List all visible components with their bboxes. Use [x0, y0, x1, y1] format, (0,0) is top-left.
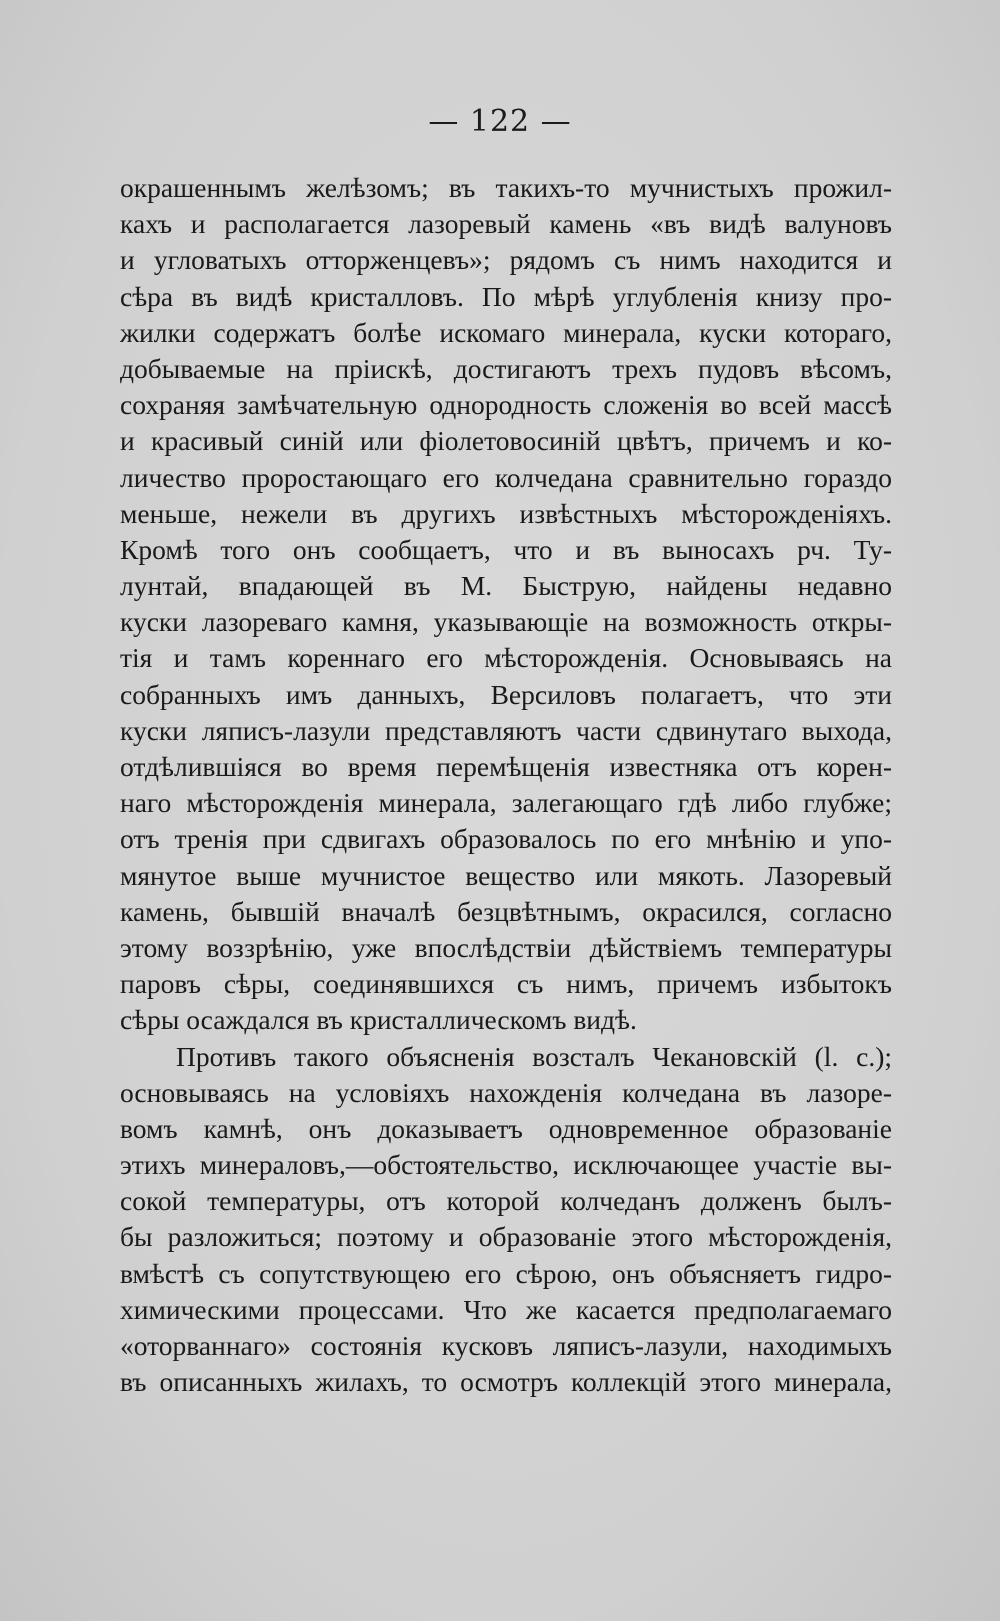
text-line: этому воззрѣнію, уже впослѣдствіи дѣйствіемъ температуры	[120, 931, 892, 963]
text-line: окрашеннымъ желѣзомъ; въ такихъ-то мучнистыхъ прожил-	[120, 172, 892, 203]
text-line: мянутое выше мучнистое вещество или мякоть. Лазоревый	[120, 859, 892, 891]
page-number: — 122 —	[428, 104, 572, 139]
text-line: «оторваннаго» состоянія кусковъ ляписъ-лазули, находимыхъ	[120, 1330, 892, 1361]
text-line: Противъ такого объясненія возсталъ Чекановскій (l. c.);	[176, 1040, 892, 1072]
text-line: химическими процессами. Что же касается предполагаемаго	[120, 1293, 892, 1325]
text-line: отъ тренія при сдвигахъ образовалось по его мнѣнію и упо-	[120, 823, 892, 855]
paragraph-1	[120, 170, 892, 1039]
text-line: камень, бывшій вначалѣ безцвѣтнымъ, окрасился, согласно	[120, 895, 892, 927]
text-line: сохраняя замѣчательную однородность сложенія во всей массѣ	[120, 389, 892, 421]
text-line: этихъ минераловъ,—обстоятельство, исключающее участіе вы-	[120, 1149, 892, 1181]
text-line: сѣры осаждался въ кристаллическомъ видѣ.	[120, 1004, 637, 1036]
text-line: Кромѣ того онъ сообщаетъ, что и въ выносахъ рч. Ту-	[120, 533, 892, 565]
text-line: и красивый синій или фіолетовосиній цвѣтъ, причемъ и ко-	[120, 425, 892, 457]
text-line: бы разложиться; поэтому и образованіе этого мѣсторожденія,	[120, 1221, 892, 1253]
text-line: куски лазореваго камня, указывающіе на возможность откры-	[120, 606, 892, 638]
text-line: наго мѣсторожденія минерала, залегающаго гдѣ либо глубже;	[120, 787, 892, 819]
text-line: сокой температуры, отъ которой колчеданъ долженъ былъ-	[120, 1185, 892, 1217]
text-line: меньше, нежели въ другихъ извѣстныхъ мѣсторожденіяхъ.	[120, 497, 892, 529]
text-line: паровъ сѣры, соединявшихся съ нимъ, причемъ избытокъ	[120, 968, 892, 1000]
text-line: вомъ камнѣ, онъ доказываетъ одновременное образованіе	[120, 1112, 892, 1144]
text-line: и угловатыхъ отторженцевъ»; рядомъ съ нимъ находится и	[120, 244, 892, 276]
text-line: собранныхъ имъ данныхъ, Версиловъ полагаетъ, что эти	[120, 678, 892, 710]
text-line: основываясь на условіяхъ нахожденія колчедана въ лазоре-	[120, 1076, 892, 1108]
text-line: отдѣлившіяся во время перемѣщенія известняка отъ корен-	[120, 751, 892, 782]
text-line: лунтай, впадающей въ М. Быструю, найдены недавно	[120, 570, 892, 602]
text-line: личество проростающаго его колчедана сравнительно гораздо	[120, 461, 892, 493]
text-line: добываемые на пріискѣ, достигаютъ трехъ пудовъ вѣсомъ,	[120, 352, 892, 384]
body-text	[120, 170, 892, 1400]
paragraph-2	[120, 1039, 892, 1401]
text-line: вмѣстѣ съ сопутствующею его сѣрою, онъ объясняетъ гидро-	[120, 1257, 892, 1289]
text-line: тія и тамъ кореннаго его мѣсторожденія. Основываясь на	[120, 642, 892, 674]
text-line: куски ляписъ-лазули представляютъ части сдвинутаго выхода,	[120, 714, 892, 746]
text-line: жилки содержатъ болѣе искомаго минерала, куски котораго,	[120, 316, 892, 348]
text-line: въ описанныхъ жилахъ, то осмотръ коллекцій этого минерала,	[120, 1366, 892, 1398]
text-line: кахъ и располагается лазоревый камень «въ видѣ валуновъ	[120, 208, 892, 240]
text-line: сѣра въ видѣ кристалловъ. По мѣрѣ углубленія книзу про-	[120, 280, 892, 312]
